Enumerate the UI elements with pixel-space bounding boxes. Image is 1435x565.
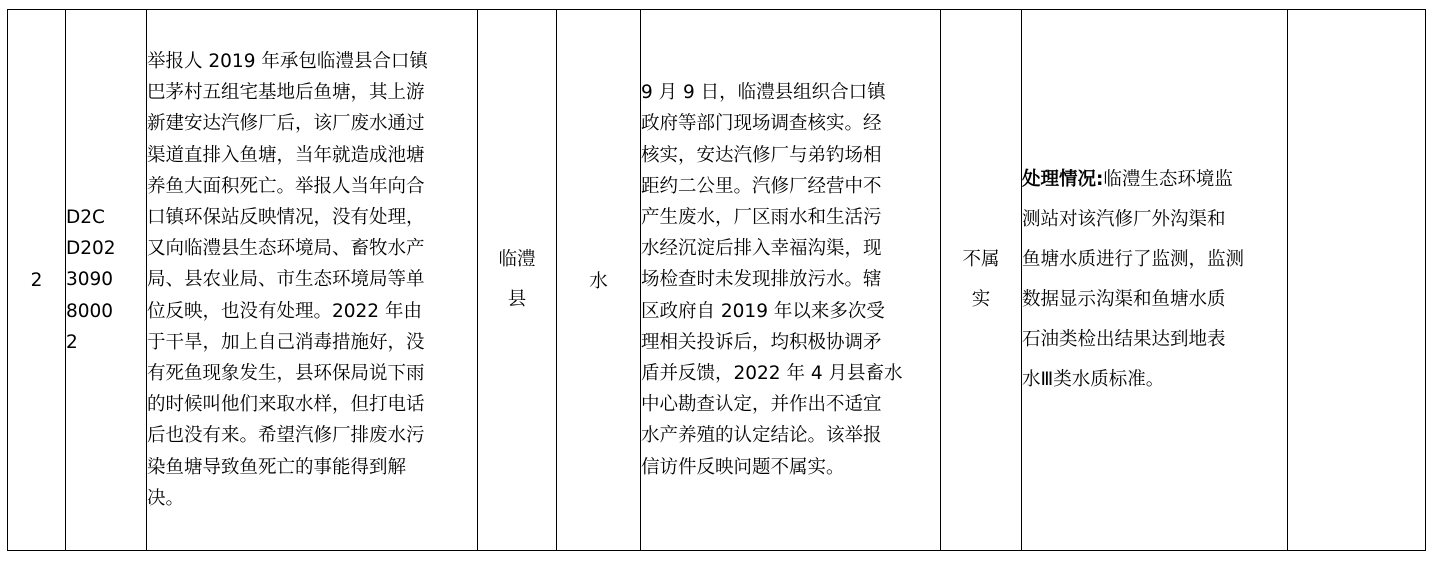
row-index: 2 (30, 269, 43, 291)
investigation-line: 信访件反映问题不属实。 (641, 456, 845, 478)
investigation-line: 区政府自 2019 年以来多次受 (641, 300, 885, 322)
investigation-line: 9 月 9 日，临澧县组织合口镇 (641, 82, 886, 104)
handling-line: 水Ⅲ类水质标准。 (1022, 369, 1165, 390)
investigation-line: 理相关投诉后，均积极协调矛 (641, 331, 882, 353)
complaint-line: 渠道直排入鱼塘，当年就造成池塘 (147, 144, 425, 166)
report-table (7, 9, 1426, 551)
case-id-line: D202 (66, 238, 116, 260)
complaint-line: 位反映，也没有处理。2022 年由 (147, 300, 422, 322)
pollution-type-cell (557, 10, 641, 551)
investigation-line: 中心勘查认定，并作出不适宜 (641, 394, 882, 416)
verdict-cell (941, 10, 1022, 551)
handling-line: 临澧生态环境监 (1103, 169, 1233, 190)
investigation-line: 核实，安达汽修厂与弟钓场相 (641, 144, 882, 166)
case-id-line: 2 (66, 331, 78, 353)
complaint-line: 又向临澧县生态环境局、畜牧水产 (147, 238, 425, 260)
complaint-line: 口镇环保站反映情况，没有处理， (147, 206, 425, 228)
investigation-line: 水产养殖的认定结论。该举报 (641, 425, 882, 447)
complaint-line: 新建安达汽修厂后，该厂废水通过 (147, 113, 425, 135)
complaint-line: 有死鱼现象发生，县环保局说下雨 (147, 363, 425, 384)
case-id-cell (66, 10, 147, 551)
complaint-line: 局、县农业局、市生态环境局等单 (147, 269, 425, 291)
complaint-cell (147, 10, 478, 551)
investigation-line: 水经沉淀后排入幸福沟渠，现 (641, 238, 882, 260)
handling-line: 测站对该汽修厂外沟渠和 (1022, 209, 1226, 230)
handling-label: 处理情况: (1022, 169, 1104, 190)
case-id-line: 8000 (66, 300, 114, 322)
complaint-line: 举报人 2019 年承包临澧县合口镇 (147, 50, 428, 72)
investigation-line: 产生废水，厂区雨水和生活污 (641, 206, 882, 228)
row-index-cell (8, 10, 66, 551)
complaint-line: 决。 (147, 487, 185, 509)
investigation-cell (641, 10, 941, 551)
table-row (8, 10, 1426, 551)
complaint-line: 染鱼塘导致鱼死亡的事能得到解 (147, 456, 407, 478)
complaint-line: 养鱼大面积死亡。举报人当年向合 (147, 175, 425, 197)
complaint-line: 于干旱，加上自己消毒措施好，没 (147, 331, 425, 353)
investigation-line: 政府等部门现场调查核实。经 (641, 113, 882, 135)
case-id-line: 3090 (66, 269, 114, 291)
complaint-line: 巴茅村五组宅基地后鱼塘，其上游 (147, 82, 425, 104)
investigation-line: 距约二公里。汽修厂经营中不 (641, 175, 882, 197)
handling-line: 石油类检出结果达到地表 (1022, 329, 1226, 350)
pollution-type: 水 (589, 271, 608, 292)
county-cell (478, 10, 557, 551)
investigation-line: 盾并反馈，2022 年 4 月县畜水 (641, 363, 903, 384)
complaint-line: 后也没有来。希望汽修厂排废水污 (147, 425, 425, 447)
complaint-line: 的时候叫他们来取水样，但打电话 (147, 394, 425, 416)
empty-cell (1288, 10, 1426, 551)
handling-line: 数据显示沟渠和鱼塘水质 (1022, 289, 1226, 310)
county-line: 临澧 (498, 249, 536, 270)
case-id-line: D2C (66, 206, 105, 228)
handling-cell (1022, 10, 1288, 551)
investigation-line: 场检查时未发现排放污水。辖 (641, 269, 882, 291)
verdict-line: 不属 (962, 249, 1000, 270)
county-line: 县 (507, 289, 527, 310)
verdict-line: 实 (971, 289, 991, 310)
handling-line: 鱼塘水质进行了监测，监测 (1022, 249, 1245, 270)
